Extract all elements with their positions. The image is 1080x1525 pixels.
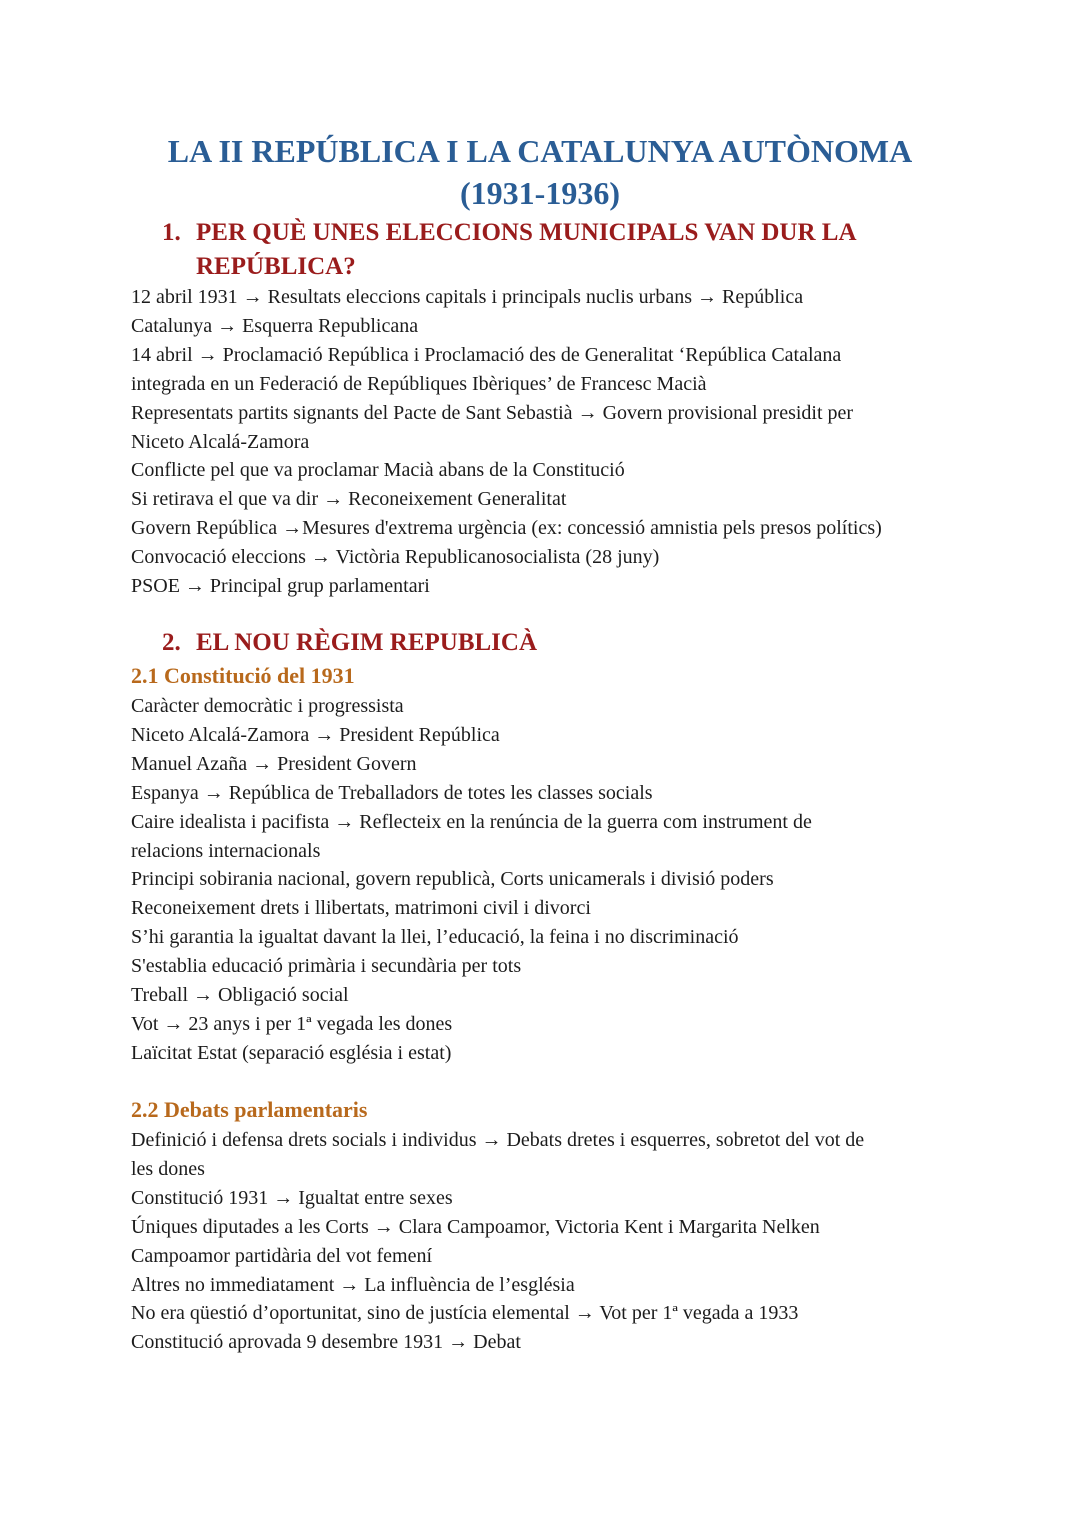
document-title-line2: (1931-1936) bbox=[460, 175, 620, 211]
subsection-2-2-line: Constitució aprovada 9 desembre 1931 → Debat bbox=[131, 1331, 521, 1354]
subsection-2-2-line: No era qüestió d’oportunitat, sino de justícia elemental → Vot per 1ª vegada a 1933 bbox=[131, 1302, 799, 1325]
subsection-2-1-line: Caràcter democràtic i progressista bbox=[131, 695, 404, 717]
subsection-2-2-body bbox=[131, 1126, 971, 1357]
subsection-2-2-heading: 2.2 Debats parlamentaris bbox=[131, 1097, 368, 1122]
subsection-2-1-line: Reconeixement drets i llibertats, matrimoni civil i divorci bbox=[131, 897, 591, 920]
section2-number: 2. bbox=[162, 629, 181, 656]
section1-number: 1. bbox=[162, 219, 181, 246]
subsection-2-2-line: Altres no immediatament → La influència de l’església bbox=[131, 1273, 575, 1296]
section1-line: Catalunya → Esquerra Republicana bbox=[131, 314, 419, 337]
subsection-2-2-line: les dones bbox=[131, 1157, 205, 1180]
subsection-2-1-line: Espanya → República de Treballadors de totes les classes socials bbox=[131, 781, 653, 804]
subsection-2-1-line: Treball → Obligació social bbox=[131, 984, 349, 1007]
subsection-2-1-line: Caire idealista i pacifista → Reflecteix en la renúncia de la guerra com instrument de bbox=[131, 810, 812, 833]
subsection-2-1-line: Vot → 23 anys i per 1ª vegada les dones bbox=[131, 1012, 453, 1035]
section1-line: 12 abril 1931 → Resultats eleccions capitals i principals nuclis urbans → República bbox=[131, 286, 804, 308]
section1-line: PSOE → Principal grup parlamentari bbox=[131, 575, 430, 598]
section1-heading-line1: PER QUÈ UNES ELECCIONS MUNICIPALS VAN DUR LA bbox=[196, 219, 857, 246]
subsection-2-1-line: Principi sobirania nacional, govern republicà, Corts unicamerals i divisió poders bbox=[131, 868, 774, 891]
section1-line: Si retirava el que va dir → Reconeixement Generalitat bbox=[131, 488, 567, 511]
subsection-2-1-heading: 2.1 Constitució del 1931 bbox=[131, 663, 355, 688]
subsection-2-1-line: Manuel Azaña → President Govern bbox=[131, 752, 417, 775]
section2-heading bbox=[162, 626, 537, 659]
section1-line: Representats partits signants del Pacte de Sant Sebastià → Govern provisional presidit per bbox=[131, 401, 854, 424]
section1-line: Convocació eleccions → Victòria Republicanosocialista (28 juny) bbox=[131, 546, 660, 569]
document-title-line1: LA II REPÚBLICA I LA CATALUNYA AUTÒNOMA bbox=[167, 133, 913, 169]
subsection-2-1-line: Laïcitat Estat (separació església i estat) bbox=[131, 1041, 452, 1064]
subsection-2-2-line: Constitució 1931 → Igualtat entre sexes bbox=[131, 1186, 453, 1209]
subsection-2-2-line: Úniques diputades a les Corts → Clara Campoamor, Victoria Kent i Margarita Nelken bbox=[131, 1215, 820, 1238]
subsection-2-1-line: S’hi garantia la igualtat davant la llei, l’educació, la feina i no discriminació bbox=[131, 926, 739, 949]
subsection-2-1-line: Niceto Alcalá-Zamora → President República bbox=[131, 723, 500, 746]
section1-body bbox=[131, 283, 971, 601]
section1-heading bbox=[162, 216, 857, 249]
section1-line: Govern República →Mesures d'extrema urgència (ex: concessió amnistia pels presos polítics) bbox=[131, 517, 882, 540]
subsection-2-1-line: relacions internacionals bbox=[131, 839, 321, 862]
subsection-2-2-line: Definició i defensa drets socials i individus → Debats dretes i esquerres, sobretot del vot de bbox=[131, 1129, 865, 1151]
section1-line: Conflicte pel que va proclamar Macià abans de la Constitució bbox=[131, 459, 625, 482]
subsection-2-1-line: S'establia educació primària i secundària per tots bbox=[131, 955, 522, 978]
section2-heading-text: EL NOU RÈGIM REPUBLICÀ bbox=[196, 629, 538, 656]
section1-line: integrada en un Federació de Repúbliques Ibèriques’ de Francesc Macià bbox=[131, 372, 707, 395]
section1-heading-line2: REPÚBLICA? bbox=[196, 253, 356, 280]
section1-line: 14 abril → Proclamació República i Proclamació des de Generalitat ‘República Catalana bbox=[131, 343, 842, 366]
subsection-2-2-line: Campoamor partidària del vot femení bbox=[131, 1244, 433, 1267]
section1-line: Niceto Alcalá-Zamora bbox=[131, 430, 310, 453]
subsection-2-1-body bbox=[131, 692, 971, 1068]
